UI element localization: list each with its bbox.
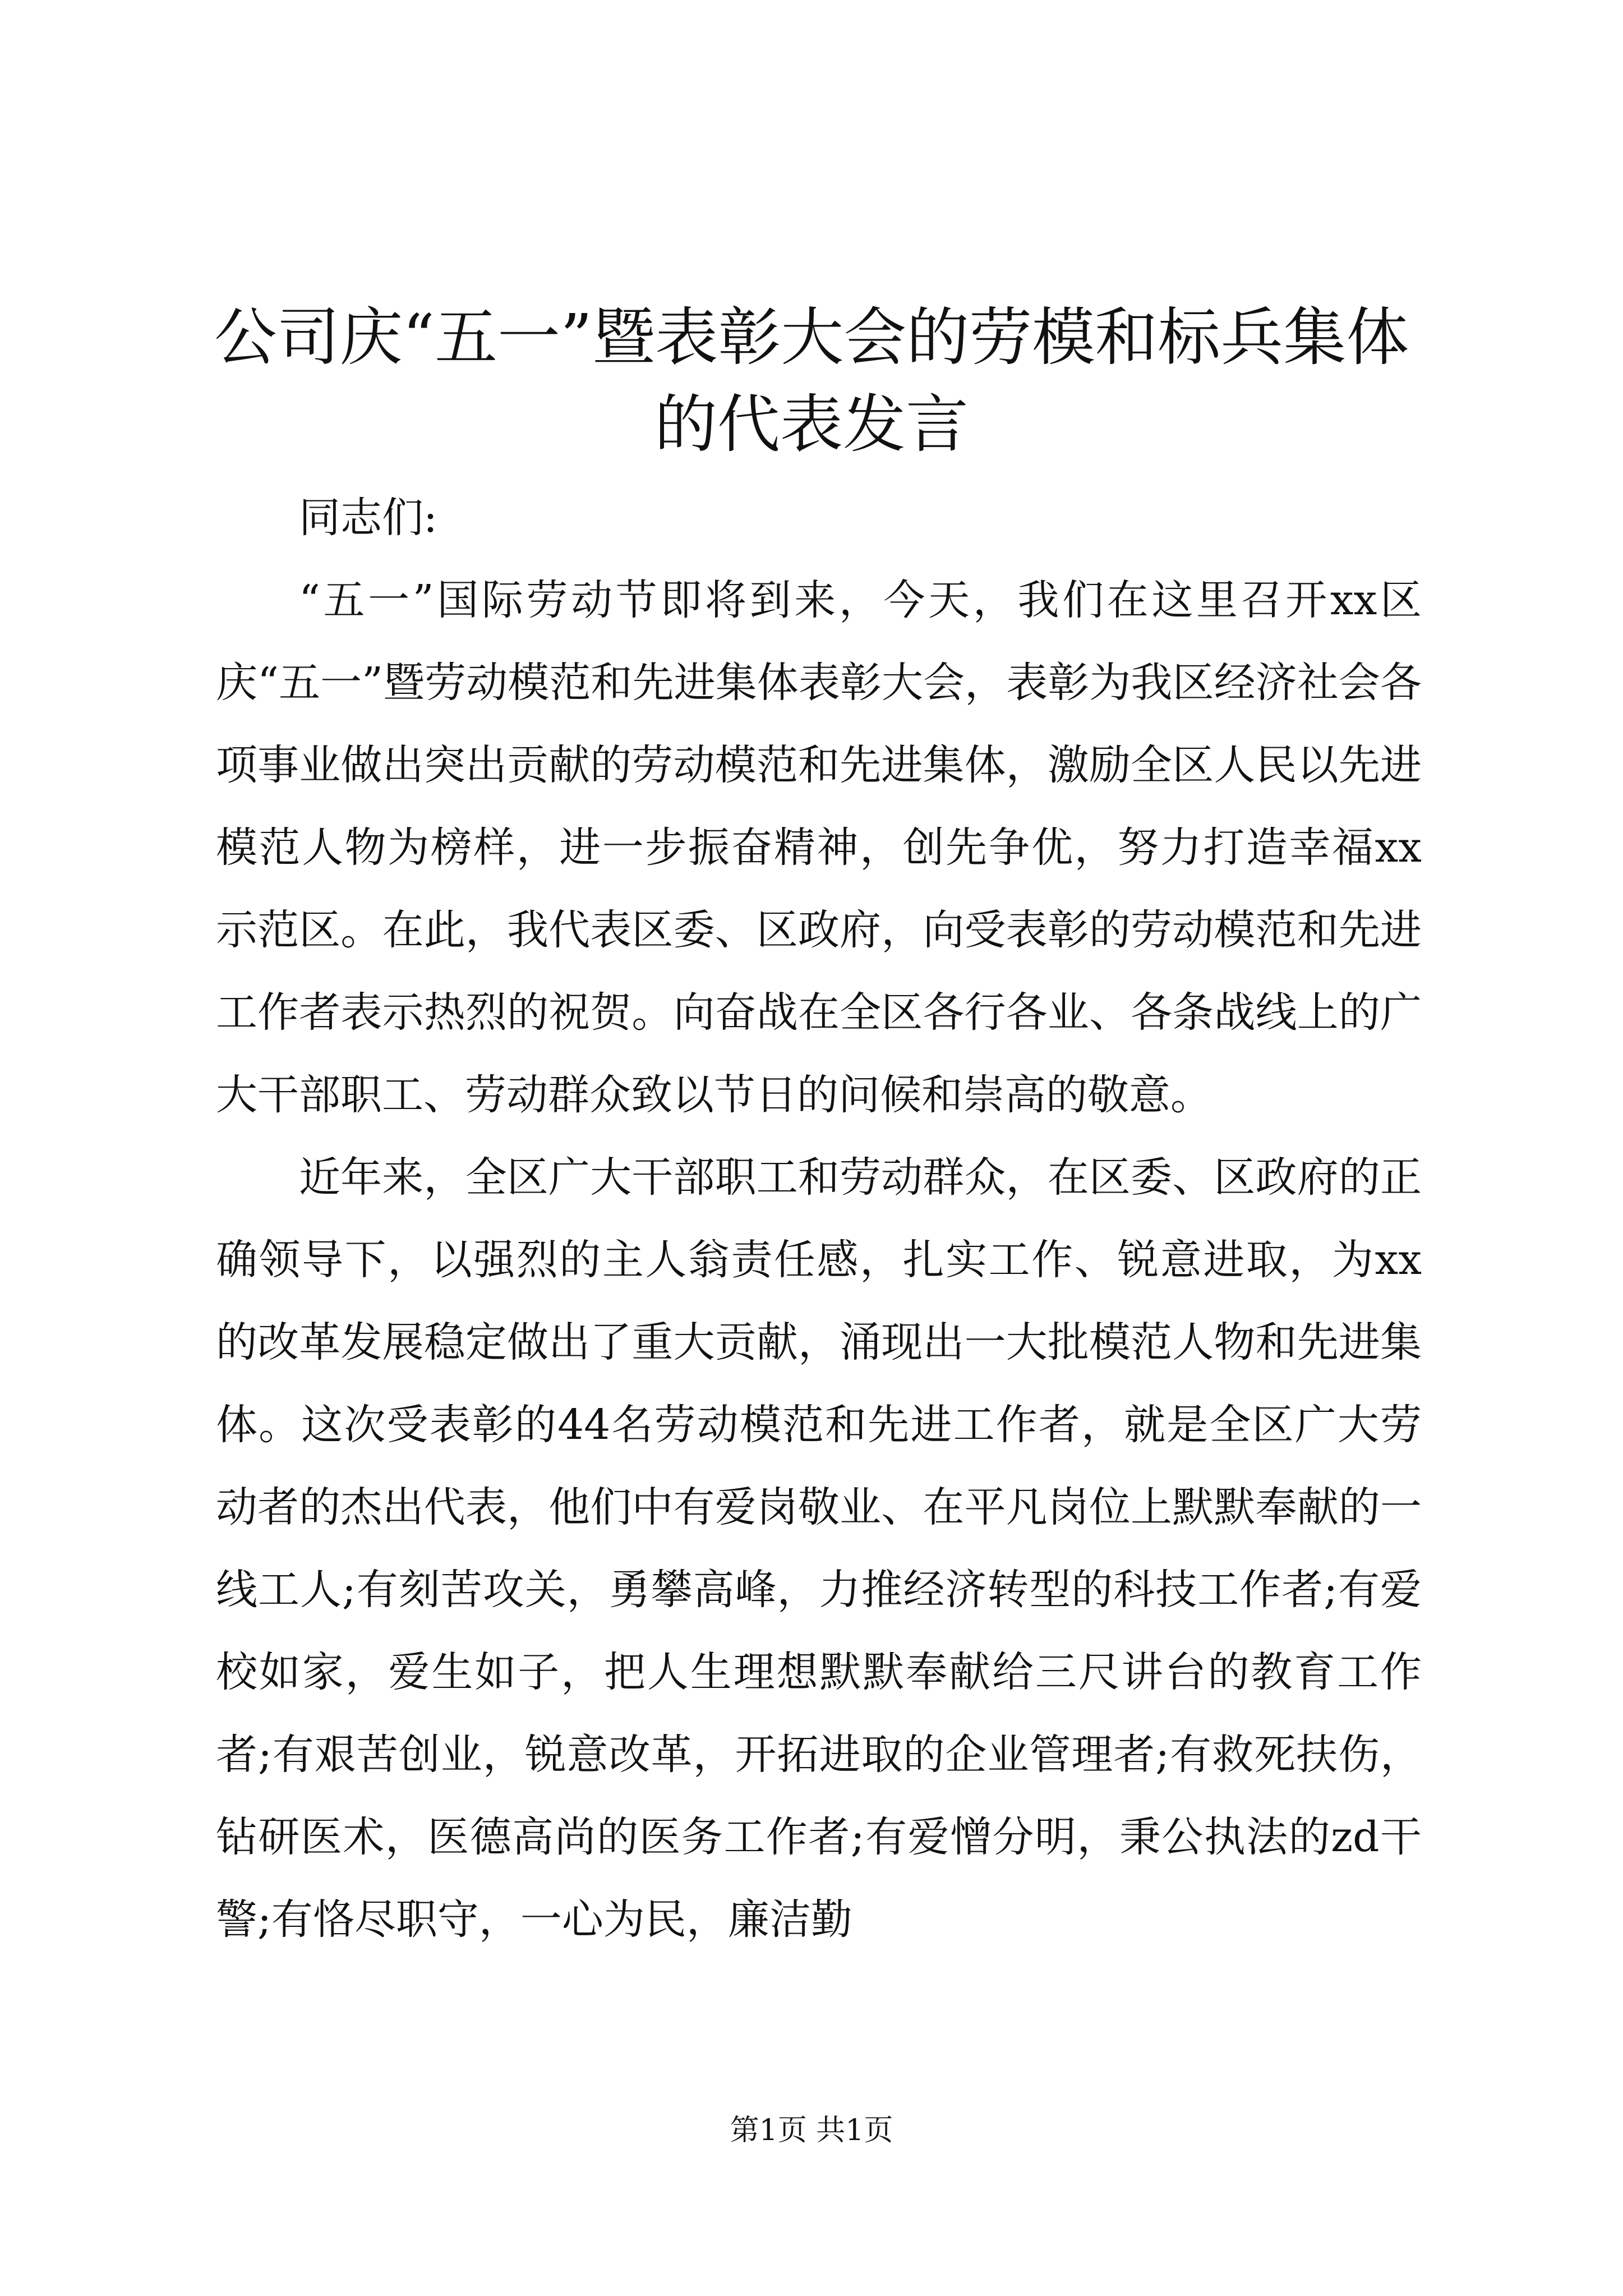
page-number-text: 第1页 共1页	[730, 2114, 893, 2147]
title-line-2: 的代表发言	[654, 388, 969, 461]
page-footer	[0, 2106, 1623, 2148]
paragraph-1: “五一”国际劳动节即将到来，今天，我们在这里召开xx区庆“五一”暨劳动模范和先进集体表彰大会，表彰为我区经济社会各项事业做出突出贡献的劳动模范和先进集体，激励全区人民以先进模范人物为榜样，进一步振奋精神，创先争优，努力打造幸福xx示范区。在此，我代表区委、区政府，向受表彰的劳动模范和先进工作者表示热烈的祝贺。向奋战在全区各行各业、各条战线上的广大干部职工、劳动群众致以节日的问候和崇高的敬意。	[216, 576, 1422, 1119]
paragraph-2: 近年来，全区广大干部职工和劳动群众，在区委、区政府的正确领导下，以强烈的主人翁责任感，扎实工作、锐意进取，为xx的改革发展稳定做出了重大贡献，涌现出一大批模范人物和先进集体。这次受表彰的44名劳动模范和先进工作者，就是全区广大劳动者的杰出代表，他们中有爱岗敬业、在平凡岗位上默默奉献的一线工人;有刻苦攻关，勇攀高峰，力推经济转型的科技工作者;有爱校如家，爱生如子，把人生理想默默奉献给三尺讲台的教育工作者;有艰苦创业，锐意改革，开拓进取的企业管理者;有救死扶伤，钻研医术，医德高尚的医务工作者;有爱憎分明，秉公执法的zd干警;有恪尽职守，一心为民，廉洁勤	[216, 1153, 1422, 1944]
document-body	[216, 477, 1422, 1961]
title-line-1: 公司庆“五一”暨表彰大会的劳模和标兵集体	[214, 301, 1409, 374]
salutation: 同志们:	[299, 494, 437, 542]
document-title	[168, 295, 1455, 468]
